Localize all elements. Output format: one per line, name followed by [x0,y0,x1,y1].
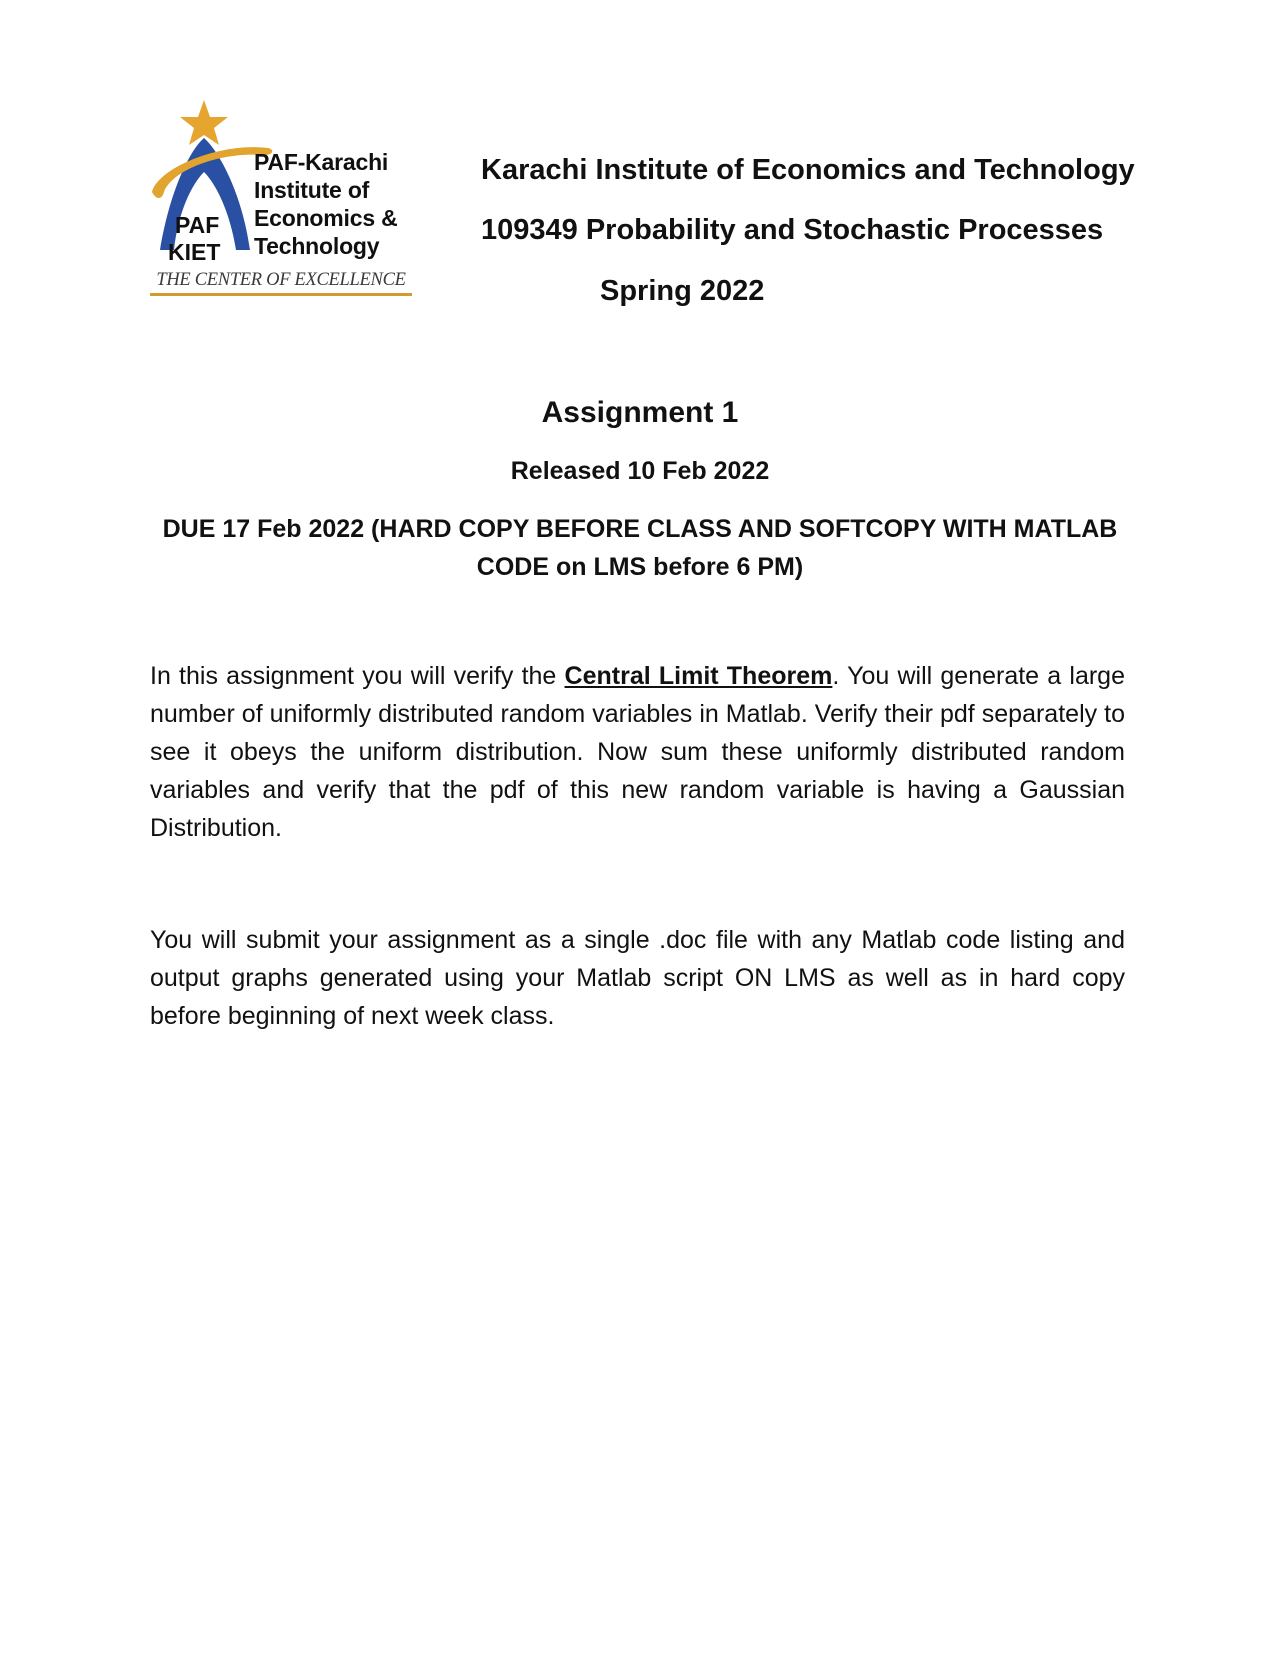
logo-name-line: Economics & [254,205,398,231]
submission-paragraph: You will submit your assignment as a single .doc file with any Matlab code listing and output graphs generated using your Matlab script ON LMS as well as in hard copy before beginning of next week class. [150,926,1125,1030]
logo-underline [150,293,412,296]
instructions-paragraph [150,657,1125,847]
assignment-title: Assignment 1 [541,396,739,429]
logo-name-line: Technology [254,233,380,259]
due-notice [0,510,1280,586]
due-notice-line: CODE on LMS before 6 PM) [476,553,804,581]
logo-name-lines [254,148,414,260]
kiet-logo [150,100,412,296]
due-notice-line: DUE 17 Feb 2022 (HARD COPY BEFORE CLASS AND SOFTCOPY WITH MATLAB [162,515,1118,543]
term: Spring 2022 [600,275,765,307]
course-title: 109349 Probability and Stochastic Processes [481,214,1104,246]
institute-name: Karachi Institute of Economics and Technology [481,154,1135,186]
logo-name-line: PAF-Karachi [254,149,389,175]
logo-abbr-kiet: KIET [168,239,221,265]
paragraph-text: In this assignment you will verify the [150,662,565,690]
release-date: Released 10 Feb 2022 [510,457,770,485]
central-limit-theorem-emphasis: Central Limit Theorem [564,662,833,690]
logo-tagline: THE CENTER OF EXCELLENCE [156,270,406,290]
paragraph-text: . You will generate a large number of uniformly distributed random variables in Matlab. Verify their pdf separately to see it obeys the uniform distribution. Now sum these uniformly distributed random variables and verify that the pdf of this new random variable is having a Gaussian Distribution. [150,662,1125,842]
logo-name-line: Institute of [254,177,370,203]
logo-abbr-paf: PAF [175,212,220,238]
